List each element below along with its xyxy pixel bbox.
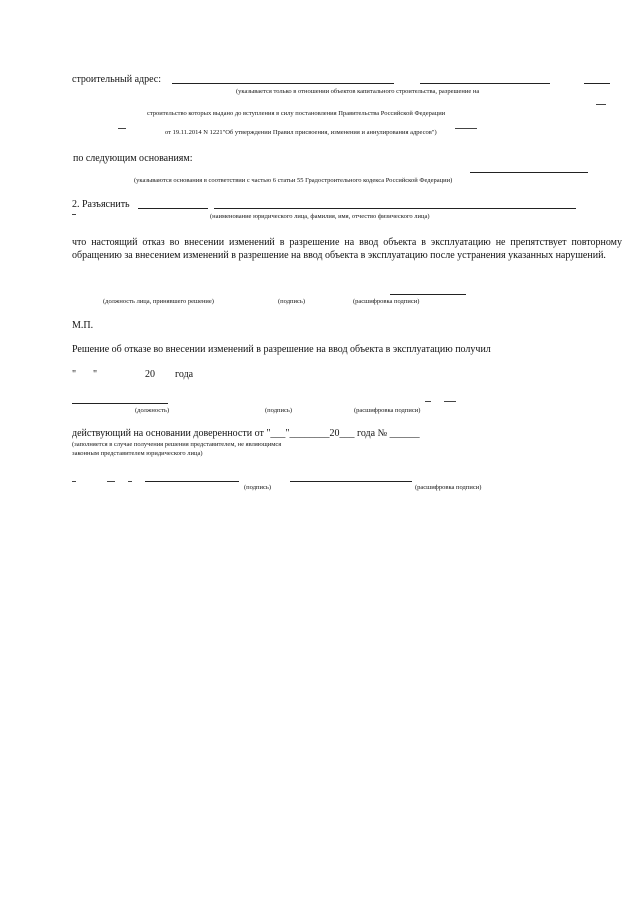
mark: [107, 481, 115, 482]
address-note-2: строительство которых выдано до вступления в силу постановления Правительства Российской Федерации: [147, 110, 446, 117]
sig2-line-1: [72, 403, 168, 404]
date-quote-open: ": [72, 369, 77, 380]
address-note-3: от 19.11.2014 N 1221"Об утверждении Правил присвоения, изменения и аннулирования адресов"): [165, 129, 437, 136]
explain-label: 2. Разъяснить: [72, 199, 130, 210]
address-note-1: (указывается только в отношении объектов капитального строительства, разрешение на: [236, 88, 480, 95]
address-line: [172, 83, 394, 84]
mark: [425, 401, 431, 402]
address-label: строительный адрес:: [72, 74, 161, 85]
explain-line-2: [214, 208, 576, 209]
date-year: 20: [145, 369, 155, 380]
grounds-label: по следующим основаниям:: [73, 153, 193, 164]
refusal-paragraph: что настоящий отказ во внесении изменений в разрешение на ввод объекта в эксплуатацию не препятствует повторному обращению за внесением изменений в разрешение на ввод объекта в эксплуатацию после устранения указанных нарушений.: [72, 237, 622, 261]
mark: [444, 401, 456, 402]
sig3-decode: (расшифровка подписи): [415, 484, 482, 491]
sig3-line-1: [145, 481, 239, 482]
mark: [118, 128, 126, 129]
mark: [596, 104, 606, 105]
grounds-note: (указываются основания в соответствии с частью 6 статьи 55 Градостроительного кодекса Российской Федерации): [134, 177, 453, 184]
sig1-position: (должность лица, принявшего решение): [103, 298, 214, 305]
mark: [455, 128, 477, 129]
sig1-decode: (расшифровка подписи): [353, 298, 420, 305]
sig2-decode: (расшифровка подписи): [354, 407, 421, 414]
grounds-line: [470, 172, 588, 173]
mark: [72, 214, 76, 215]
sig3-signature: (подпись): [244, 484, 271, 491]
explain-line-1: [138, 208, 208, 209]
sig3-line-2: [290, 481, 412, 482]
stamp-label: М.П.: [72, 320, 94, 331]
sig2-signature: (подпись): [265, 407, 292, 414]
address-line-2: [420, 83, 550, 84]
address-line-3: [584, 83, 610, 84]
sig2-position: (должность): [135, 407, 170, 414]
received-text: Решение об отказе во внесении изменений в разрешение на ввод объекта в эксплуатацию получил: [72, 344, 491, 355]
date-word: года: [175, 369, 194, 380]
sig1-line: [390, 294, 466, 295]
proxy-note-1: (заполняется в случае получения решения представителем, не являющимся: [72, 441, 282, 448]
sig1-signature: (подпись): [278, 298, 305, 305]
explain-note: (наименование юридического лица, фамилия, имя, отчество физического лица): [210, 213, 430, 220]
date-quote-close: ": [93, 369, 98, 380]
mark: [72, 481, 76, 482]
proxy-note-2: законным представителем юридического лица): [72, 450, 203, 457]
mark: [128, 481, 132, 482]
proxy-text: действующий на основании доверенности от "___"________20___ года № ______: [72, 428, 420, 439]
